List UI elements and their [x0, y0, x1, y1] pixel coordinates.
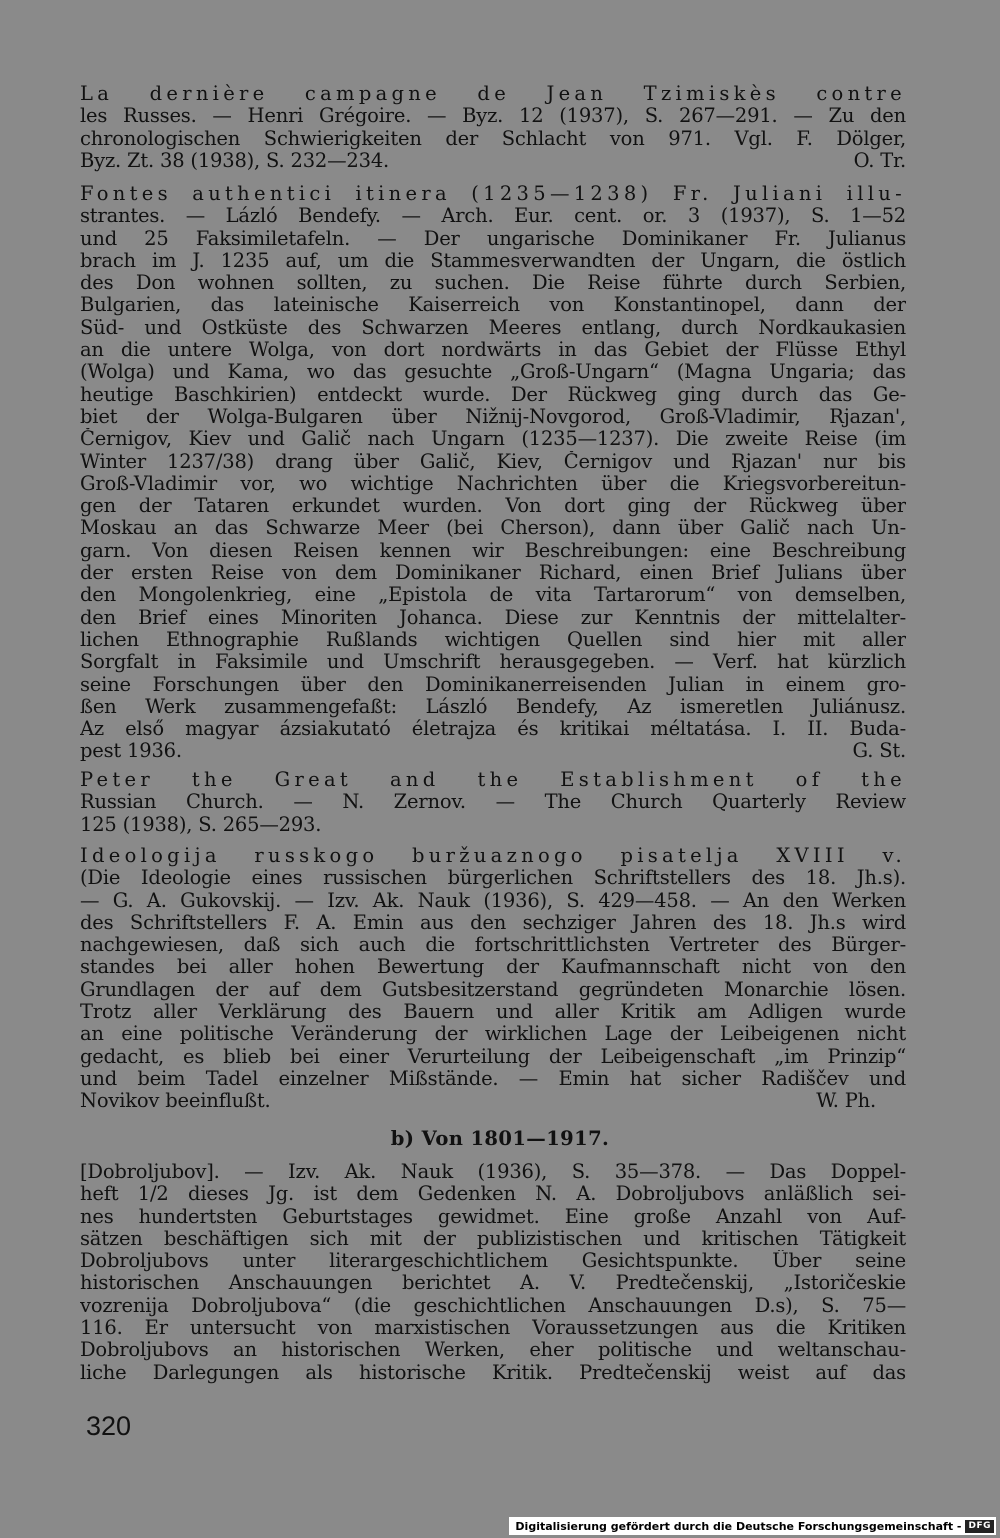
entry-line: garn. Von diesen Reisen kennen wir Beschreibungen: eine Beschreibung — [80, 539, 906, 562]
entry-line: sätzen beschäftigen sich mit der publizistischen und kritischen Tätigkeit — [80, 1227, 906, 1250]
entry-line: heutige Baschkirien) entdeckt wurde. Der Rückweg ging durch das Ge- — [80, 383, 906, 406]
entry-line: gedacht, es blieb bei einer Verurteilung der Leibeigenschaft „im Prinzip“ — [80, 1045, 906, 1068]
bibliography-entry-tzimiskes — [80, 83, 906, 172]
bibliography-entry-ideologija — [80, 845, 906, 1113]
entry-line: Trotz aller Verklärung des Bauern und aller Kritik am Adligen wurde — [80, 1001, 906, 1024]
entry-line: Moskau an das Schwarze Meer (bei Cherson), dann über Galič nach Un- — [80, 517, 906, 540]
entry-line: nes hundertsten Geburtstages gewidmet. Eine große Anzahl von Auf- — [80, 1205, 906, 1228]
entry-line: standes bei aller hohen Bewertung der Kaufmannschaft nicht von den — [80, 956, 906, 979]
entry-line: lichen Ethnographie Rußlands wichtigen Quellen sind hier mit aller — [80, 628, 906, 651]
entry-line: ßen Werk zusammengefaßt: László Bendefy, Az ismeretlen Juliánusz. — [80, 695, 906, 718]
entry-line: 116. Er untersucht von marxistischen Voraussetzungen aus die Kritiken — [80, 1317, 906, 1340]
bibliography-entry-fontes — [80, 183, 906, 763]
entry-line: heft 1/2 dieses Jg. ist dem Gedenken N. A. Dobroljubovs anläßlich sei- — [80, 1183, 906, 1206]
entry-line: Winter 1237/38) drang über Galič, Kiev, Černigov und Rjazan' nur bis — [80, 450, 906, 473]
bibliography-entry-dobroljubov — [80, 1161, 906, 1384]
reviewer-signature: W. Ph. — [816, 1089, 876, 1113]
footer-credit-text: Digitalisierung gefördert durch die Deutsche Forschungsgemeinschaft - — [515, 1519, 962, 1533]
entry-line: Süd- und Ostküste des Schwarzen Meeres entlang, durch Nordkaukasien — [80, 316, 906, 339]
entry-line: nachgewiesen, daß sich auch die fortschrittlichsten Vertreter des Bürger- — [80, 934, 906, 957]
entry-line: Grundlagen der auf dem Gutsbesitzerstand gegründeten Monarchie lösen. — [80, 978, 906, 1001]
entry-line: Russian Church. — N. Zernov. — The Church Quarterly Review — [80, 791, 906, 814]
entry-line: des Don wohnen sollten, zu suchen. Die Reise führte durch Serbien, — [80, 272, 906, 295]
entry-line: pest 1936. — [80, 739, 182, 763]
bibliography-entry-peter-the-great — [80, 769, 906, 836]
entry-line: Novikov beeinflußt. — [80, 1089, 271, 1113]
entry-line: Dobroljubovs unter literargeschichtlichem Gesichtspunkte. Über seine — [80, 1250, 906, 1273]
entry-line: brach im J. 1235 auf, um die Stammesverwandten der Ungarn, die östlich — [80, 249, 906, 272]
entry-line: — G. A. Gukovskij. — Izv. Ak. Nauk (1936), S. 429—458. — An den Werken — [80, 889, 906, 912]
dfg-logo: DFG — [965, 1520, 994, 1533]
entry-line: strantes. — Lázló Bendefy. — Arch. Eur. cent. or. 3 (1937), S. 1—52 — [80, 205, 906, 228]
entry-line: Dobroljubovs an historischen Werken, eher politische und weltanschau- — [80, 1339, 906, 1362]
entry-line: Sorgfalt in Faksimile und Umschrift herausgegeben. — Verf. hat kürzlich — [80, 651, 906, 674]
entry-line: und beim Tadel einzelner Mißstände. — Emin hat sicher Radiščev und — [80, 1067, 906, 1090]
entry-line: den Brief eines Minoriten Johanca. Diese zur Kenntnis der mittelalter- — [80, 606, 906, 629]
entry-line: an eine politische Veränderung der wirklichen Lage der Leibeigenen nicht — [80, 1023, 906, 1046]
entry-last-row — [80, 1090, 876, 1112]
entry-line: den Mongolenkrieg, eine „Epistola de vita Tartarorum“ von demselben, — [80, 584, 906, 607]
entry-line: der ersten Reise von dem Dominikaner Richard, einen Brief Julians über — [80, 562, 906, 585]
entry-line: historischen Anschauungen berichtet A. V. Predtečenskij, „Istoričeskie — [80, 1272, 906, 1295]
entry-line: gen der Tataren erkundet wurden. Von dort ging der Rückweg über — [80, 495, 906, 518]
entry-line: 125 (1938), S. 265—293. — [80, 812, 322, 836]
reviewer-signature: G. St. — [852, 739, 906, 763]
entry-line: vozrenija Dobroljubova“ (die geschichtlichen Anschauungen D.s), S. 75— — [80, 1294, 906, 1317]
entry-line: Byz. Zt. 38 (1938), S. 232—234. — [80, 148, 390, 172]
entry-line: Az első magyar ázsiakutató életrajza és kritikai méltatása. I. II. Buda- — [80, 718, 906, 741]
entry-line: Bulgarien, das lateinische Kaiserreich von Konstantinopel, dann der — [80, 294, 906, 317]
page-number: 320 — [86, 1411, 132, 1441]
entry-last-row — [80, 740, 906, 762]
entry-line: und 25 Faksimiletafeln. — Der ungarische Dominikaner Fr. Julianus — [80, 227, 906, 250]
entry-title-line: Ideologija russkogo buržuaznogo pisatelja XVIII v. — [80, 845, 906, 867]
entry-line: les Russes. — Henri Grégoire. — Byz. 12 (1937), S. 267—291. — Zu den — [80, 105, 906, 128]
entry-line: des Schriftstellers F. A. Emin aus den sechziger Jahren des 18. Jh.s wird — [80, 911, 906, 934]
entry-line: an die untere Wolga, von dort nordwärts in das Gebiet der Flüsse Ethyl — [80, 339, 906, 362]
digitization-footer — [509, 1517, 996, 1535]
entry-title-line: La dernière campagne de Jean Tzimiskès contre — [80, 83, 906, 105]
entry-last-row — [80, 150, 906, 172]
entry-line: Groß-Vladimir vor, wo wichtige Nachrichten über die Kriegsvorbereitun- — [80, 472, 906, 495]
entry-line: (Wolga) und Kama, wo das gesuchte „Groß-Ungarn“ (Magna Ungaria; das — [80, 361, 906, 384]
entry-title-line: Fontes authentici itinera (1235—1238) Fr. Juliani illu- — [80, 183, 906, 205]
section-heading: b) Von 1801—1917. — [390, 1127, 610, 1150]
entry-line: (Die Ideologie eines russischen bürgerlichen Schriftstellers des 18. Jh.s). — [80, 867, 906, 890]
entry-line: seine Forschungen über den Dominikanerreisenden Julian in einem gro- — [80, 673, 906, 696]
entry-line: Černigov, Kiev und Galič nach Ungarn (1235—1237). Die zweite Reise (im — [80, 428, 906, 451]
entry-line: chronologischen Schwierigkeiten der Schlacht von 971. Vgl. F. Dölger, — [80, 127, 906, 150]
entry-line: biet der Wolga-Bulgaren über Nižnij-Novgorod, Groß-Vladimir, Rjazan', — [80, 405, 906, 428]
entry-line: liche Darlegungen als historische Kritik. Predtečenskij weist auf das — [80, 1361, 906, 1384]
entry-title-line: Peter the Great and the Establishment of the — [80, 769, 906, 791]
reviewer-signature: O. Tr. — [853, 148, 906, 172]
entry-last-row — [80, 814, 906, 836]
entry-line: [Dobroljubov]. — Izv. Ak. Nauk (1936), S. 35—378. — Das Doppel- — [80, 1161, 906, 1183]
